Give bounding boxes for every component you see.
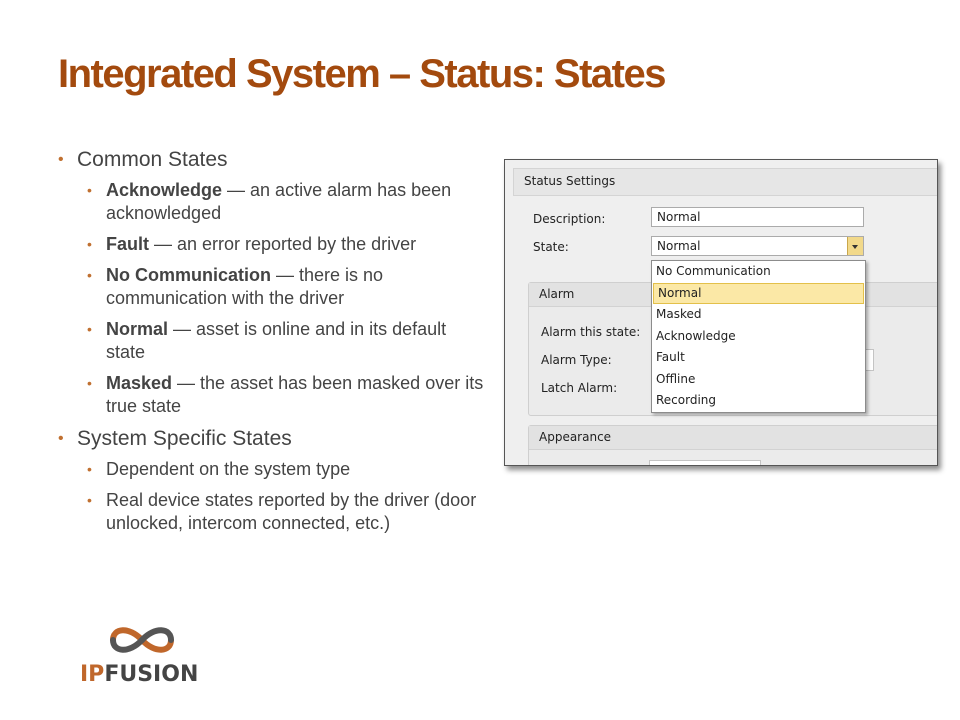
- bullet-term: Normal: [106, 319, 169, 339]
- bullet-desc: — the asset has been masked over its true state: [106, 373, 484, 416]
- appearance-groupbox: [528, 425, 938, 466]
- bullet-term: Masked: [106, 373, 173, 393]
- ipfusion-logo-text: [80, 662, 205, 687]
- description-label: Description:: [533, 212, 606, 226]
- bullet-common-states: [58, 147, 488, 418]
- bullet-term: Acknowledge: [106, 180, 223, 200]
- bullet-desc: Dependent on the system type: [106, 459, 351, 479]
- state-dropdown-list: [651, 260, 866, 413]
- state-combobox-value: Normal: [657, 239, 701, 253]
- bullet-desc: — an active alarm has been acknowledged: [106, 180, 452, 223]
- bullet-fault: [77, 233, 488, 256]
- appearance-input-edge[interactable]: [649, 460, 761, 466]
- bullet-desc: — there is no communication with the driver: [106, 265, 384, 308]
- ipfusion-logo: [80, 622, 205, 692]
- state-label: State:: [533, 240, 569, 254]
- slide-title: Integrated System – Status: States: [58, 52, 665, 96]
- description-input[interactable]: Normal: [651, 207, 864, 227]
- status-settings-header: [513, 168, 937, 196]
- state-option-masked[interactable]: Masked: [656, 307, 702, 321]
- state-option-offline[interactable]: Offline: [656, 371, 696, 386]
- alarm-type-label: Alarm Type:: [541, 353, 612, 367]
- alarm-this-state-label: Alarm this state:: [541, 325, 641, 339]
- alarm-group-title: Alarm: [529, 283, 938, 307]
- bullet-acknowledge: [77, 179, 488, 225]
- bullet-dependent: [77, 458, 488, 481]
- logo-text-ip: IP: [80, 662, 105, 687]
- state-option-normal[interactable]: Normal: [653, 283, 864, 305]
- chevron-down-icon[interactable]: [847, 237, 863, 255]
- bullet-normal: [77, 318, 488, 364]
- status-settings-screenshot: [504, 159, 938, 466]
- bullet-term: No Communication: [106, 265, 271, 285]
- state-option-no-communication[interactable]: No Communication: [656, 264, 771, 278]
- status-settings-title: Status Settings: [524, 174, 616, 188]
- bullet-desc: — asset is online and in its default state: [106, 319, 447, 362]
- bullet-term: Fault: [106, 234, 149, 254]
- ipfusion-logo-mark-icon: [107, 622, 177, 658]
- bullet-desc: — an error reported by the driver: [149, 234, 417, 254]
- bullet-real-device-states: [77, 489, 488, 535]
- bullet-text: Common States: [77, 148, 228, 171]
- logo-text-fusion: FUSION: [104, 662, 199, 687]
- bullet-masked: [77, 372, 488, 418]
- state-option-recording[interactable]: Recording: [656, 393, 717, 407]
- bullet-list: [58, 147, 488, 543]
- bullet-system-specific-states: [58, 426, 488, 535]
- bullet-no-communication: [77, 264, 488, 310]
- state-option-fault[interactable]: Fault: [656, 350, 685, 364]
- latch-alarm-label: Latch Alarm:: [541, 381, 618, 395]
- appearance-group-title: Appearance: [529, 426, 938, 450]
- bullet-desc: Real device states reported by the driver (door unlocked, intercom connected, etc.): [106, 490, 477, 533]
- bullet-text: System Specific States: [77, 427, 292, 450]
- state-combobox[interactable]: [651, 236, 864, 256]
- state-option-acknowledge[interactable]: Acknowledge: [656, 328, 736, 343]
